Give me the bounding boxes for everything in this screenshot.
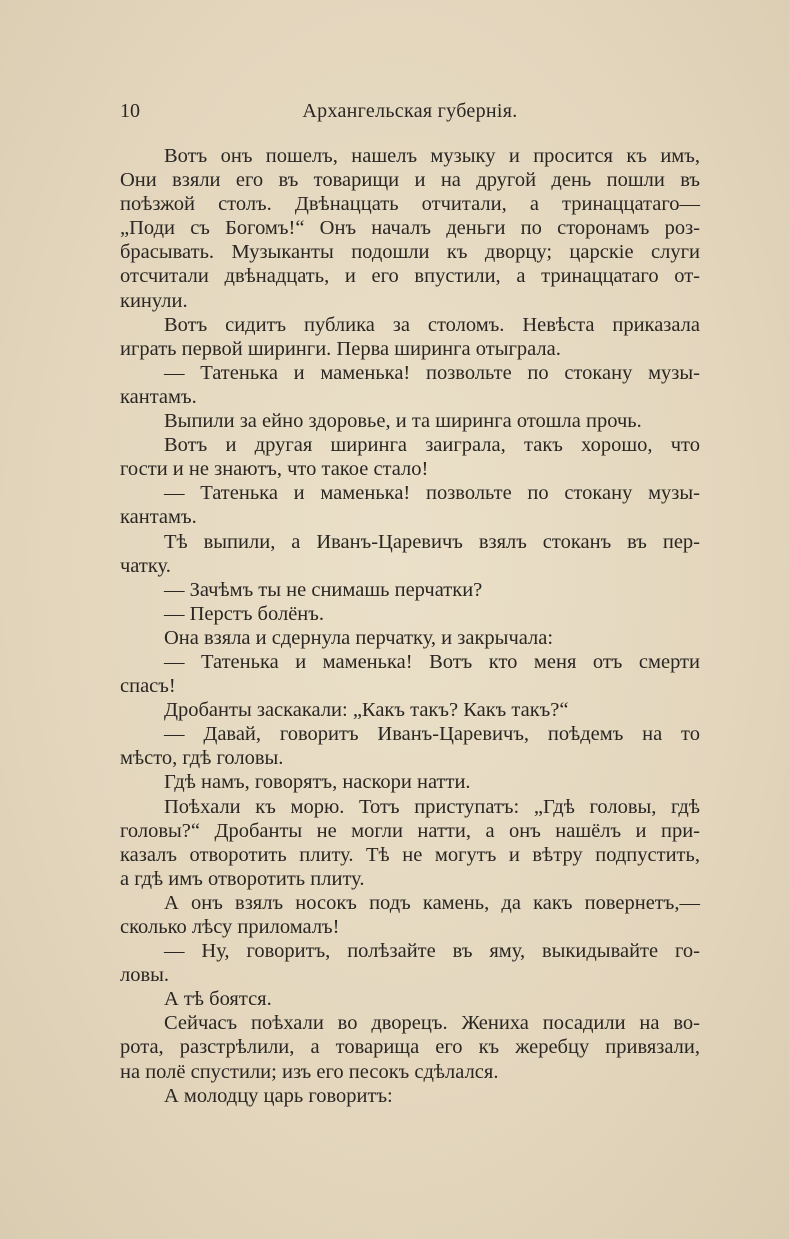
text-line: брасывать. Музыканты подошли къ дворцу; царскіе слуги (120, 241, 700, 264)
paragraph (120, 987, 700, 1011)
paragraph (120, 602, 700, 626)
text-line: играть первой ширинги. Перва ширинга отыграла. (120, 337, 561, 360)
text-line: — Давай, говоритъ Иванъ-Царевичъ, поѣдемъ на то (164, 723, 700, 746)
paragraph (120, 1084, 700, 1108)
text-body (120, 144, 700, 1108)
text-line: казалъ отворотить плиту. Тѣ не могутъ и вѣтру подпустить, (120, 843, 700, 866)
paragraph (120, 698, 700, 722)
text-line: Поѣхали къ морю. Тотъ приступатъ: „Гдѣ головы, гдѣ (164, 795, 700, 818)
text-line: кинули. (120, 289, 188, 312)
text-line: рота, разстрѣлили, а товарища его къ жеребцу привязали, (120, 1036, 700, 1059)
paragraph (120, 939, 700, 987)
paragraph (120, 891, 700, 939)
text-line: А тѣ боятся. (164, 988, 272, 1011)
paragraph (120, 530, 700, 578)
text-line: — Перстъ болёнъ. (164, 602, 324, 625)
text-line: кантамъ. (120, 385, 197, 408)
text-line: Они взяли его въ товарищи и на другой день пошли въ (120, 169, 700, 192)
text-line: — Зачѣмъ ты не снимашь перчатки? (164, 578, 483, 601)
text-line: а гдѣ имъ отворотить плиту. (120, 867, 365, 890)
text-line: Тѣ выпили, а Иванъ-Царевичъ взялъ стоканъ въ пер- (164, 530, 700, 553)
text-line: Сейчасъ поѣхали во дворецъ. Жениха посадили на во- (164, 1012, 700, 1035)
text-line: „Поди съ Богомъ!“ Онъ началъ деньги по сторонамъ роз- (120, 217, 700, 240)
paragraph (120, 409, 700, 433)
paragraph (120, 770, 700, 794)
text-line: спасъ! (120, 675, 176, 698)
text-line: головы?“ Дробанты не могли натти, а онъ нашёлъ и при- (120, 819, 700, 842)
page-number: 10 (120, 100, 140, 122)
text-line: Вотъ и другая ширинга заиграла, такъ хорошо, что (164, 434, 700, 457)
text-line: чатку. (120, 554, 171, 577)
page-header (120, 100, 700, 130)
text-line: Вотъ онъ пошелъ, нашелъ музыку и просится къ имъ, (164, 145, 700, 167)
text-line: — Татенька и маменька! позвольте по стокану музы- (164, 482, 700, 505)
text-line: А онъ взялъ носокъ подъ камень, да какъ повернетъ,— (164, 891, 700, 914)
text-line: гости и не знаютъ, что такое стало! (120, 458, 429, 481)
paragraph (120, 144, 700, 313)
text-line: Дробанты заскакали: „Какъ такъ? Какъ такъ?“ (164, 699, 569, 722)
text-line: А молодцу царь говоритъ: (164, 1084, 393, 1107)
text-line: Гдѣ намъ, говорятъ, наскори натти. (164, 771, 471, 794)
paragraph (120, 313, 700, 361)
paragraph (120, 626, 700, 650)
paragraph (120, 650, 700, 698)
text-line: на полё спустили; изъ его песокъ сдѣлался. (120, 1060, 499, 1083)
paragraph (120, 722, 700, 770)
text-line: — Татенька и маменька! Вотъ кто меня отъ смерти (164, 650, 700, 673)
text-line: — Татенька и маменька! позвольте по стокану музы- (164, 361, 700, 384)
text-line: поѣзжой столъ. Двѣнаццать отчитали, а тринаццатаго— (120, 193, 700, 216)
paragraph (120, 578, 700, 602)
text-line: ловы. (120, 964, 170, 987)
paragraph (120, 481, 700, 529)
text-line: Она взяла и сдернула перчатку, и закрычала: (164, 626, 554, 649)
text-line: сколько лѣсу приломалъ! (120, 916, 340, 938)
text-line: — Ну, говоритъ, полѣзайте въ яму, выкидывайте го- (164, 940, 700, 963)
text-line: мѣсто, гдѣ головы. (120, 747, 284, 770)
text-line: Выпили за ейно здоровье, и та ширинга отошла прочь. (164, 410, 642, 433)
running-title: Архангельская губернія. (302, 100, 518, 122)
paragraph (120, 1011, 700, 1083)
paragraph (120, 433, 700, 481)
paragraph (120, 361, 700, 409)
text-line: кантамъ. (120, 506, 197, 529)
text-line: отсчитали двѣнадцать, и его впустили, а тринаццатаго от- (120, 265, 700, 288)
text-line: Вотъ сидитъ публика за столомъ. Невѣста приказала (164, 313, 700, 336)
paragraph (120, 795, 700, 891)
